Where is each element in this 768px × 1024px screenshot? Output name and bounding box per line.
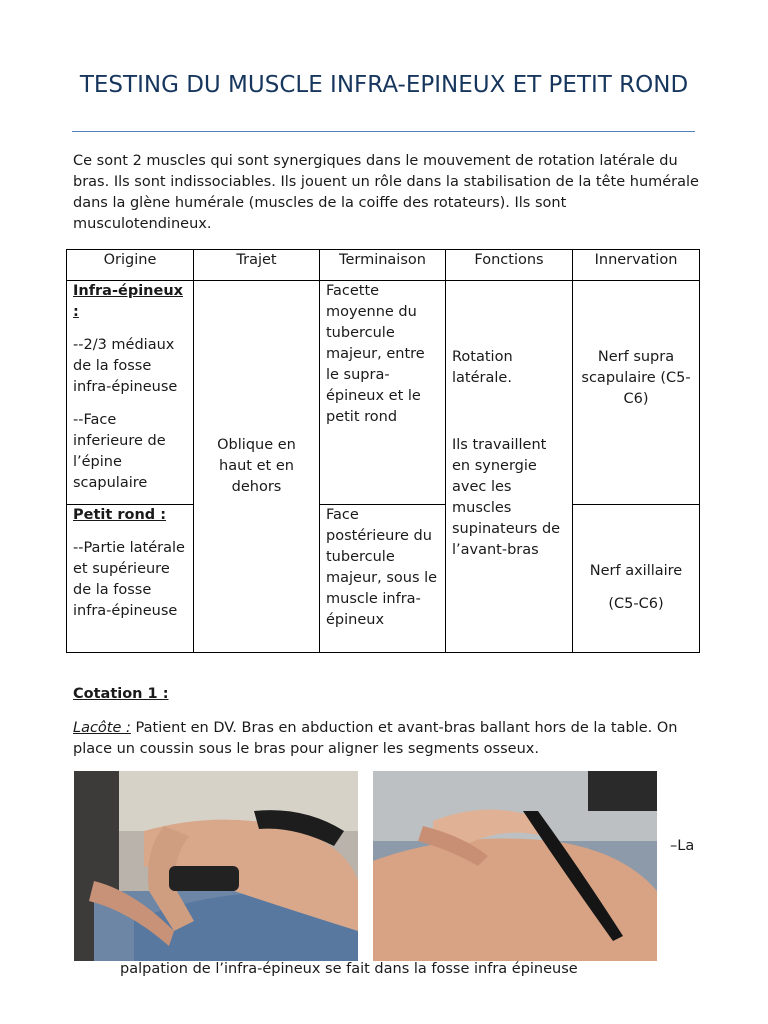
trajet-text: Oblique en haut et en dehors [217,437,296,495]
header-origine: Origine [67,250,194,281]
fonction-2: Ils travaillent en synergie avec les muscles supinateurs de l’avant-bras [452,437,561,558]
lacote-label: Lacôte : [73,720,131,736]
page-title: TESTING DU MUSCLE INFRA-EPINEUX ET PETIT ROND [79,72,689,98]
cell-terminaison-infra [320,281,446,505]
origin-petit-1: --Partie latérale et supérieure de la fosse infra-épineuse [73,540,185,619]
table-row-infra [67,281,700,505]
origin-infra-1: --2/3 médiaux de la fosse infra-épineuse [73,337,178,395]
terminaison-petit: Face postérieure du tubercule majeur, sous le muscle infra-épineux [326,507,438,628]
header-fonctions: Fonctions [446,250,573,281]
muscle-table [66,249,700,653]
lacote-text: Patient en DV. Bras en abduction et avant-bras ballant hors de la table. On place un coussin sous le bras pour aligner les segments osseux. [73,720,678,757]
cell-innervation-infra [573,281,700,505]
fonction-1: Rotation latérale. [452,349,513,386]
intro-paragraph: Ce sont 2 muscles qui sont synergiques dans le mouvement de rotation latérale du bras. Ils sont indissociables. Ils jouent un rôle dans la stabilisation de la tête humérale dans la glène humérale (muscles de la coiffe des rotateurs). Ils sont musculotendineux. [73,153,699,232]
cell-origine-petit [67,505,194,653]
header-trajet: Trajet [194,250,320,281]
cell-trajet [194,281,320,653]
photo-patient-position [74,771,358,961]
photo-palpation [373,771,657,961]
innervation-infra: Nerf supra scapulaire (C5-C6) [581,349,691,407]
table-header-row [67,250,700,281]
title-underline [72,131,695,132]
header-terminaison: Terminaison [320,250,446,281]
table-row-petit [67,505,700,653]
photo-caption: palpation de l’infra-épineux se fait dans la fosse infra épineuse [120,961,578,977]
innervation-petit-1: Nerf axillaire [589,563,683,579]
cotation-paragraph [73,718,713,760]
terminaison-infra: Facette moyenne du tubercule majeur, entre le supra-épineux et le petit rond [326,283,425,425]
cell-origine-infra [67,281,194,505]
cell-terminaison-petit [320,505,446,653]
header-innervation: Innervation [573,250,700,281]
cell-fonctions [446,281,573,653]
side-text: –La [670,838,695,854]
muscle-name-infra: Infra-épineux : [73,283,183,320]
muscle-name-petit: Petit rond : [73,507,167,523]
origin-infra-2: --Face inferieure de l’épine scapulaire [73,412,166,491]
cell-innervation-petit [573,505,700,653]
cotation-heading: Cotation 1 : [73,686,169,702]
innervation-petit-2: (C5-C6) [608,596,664,612]
